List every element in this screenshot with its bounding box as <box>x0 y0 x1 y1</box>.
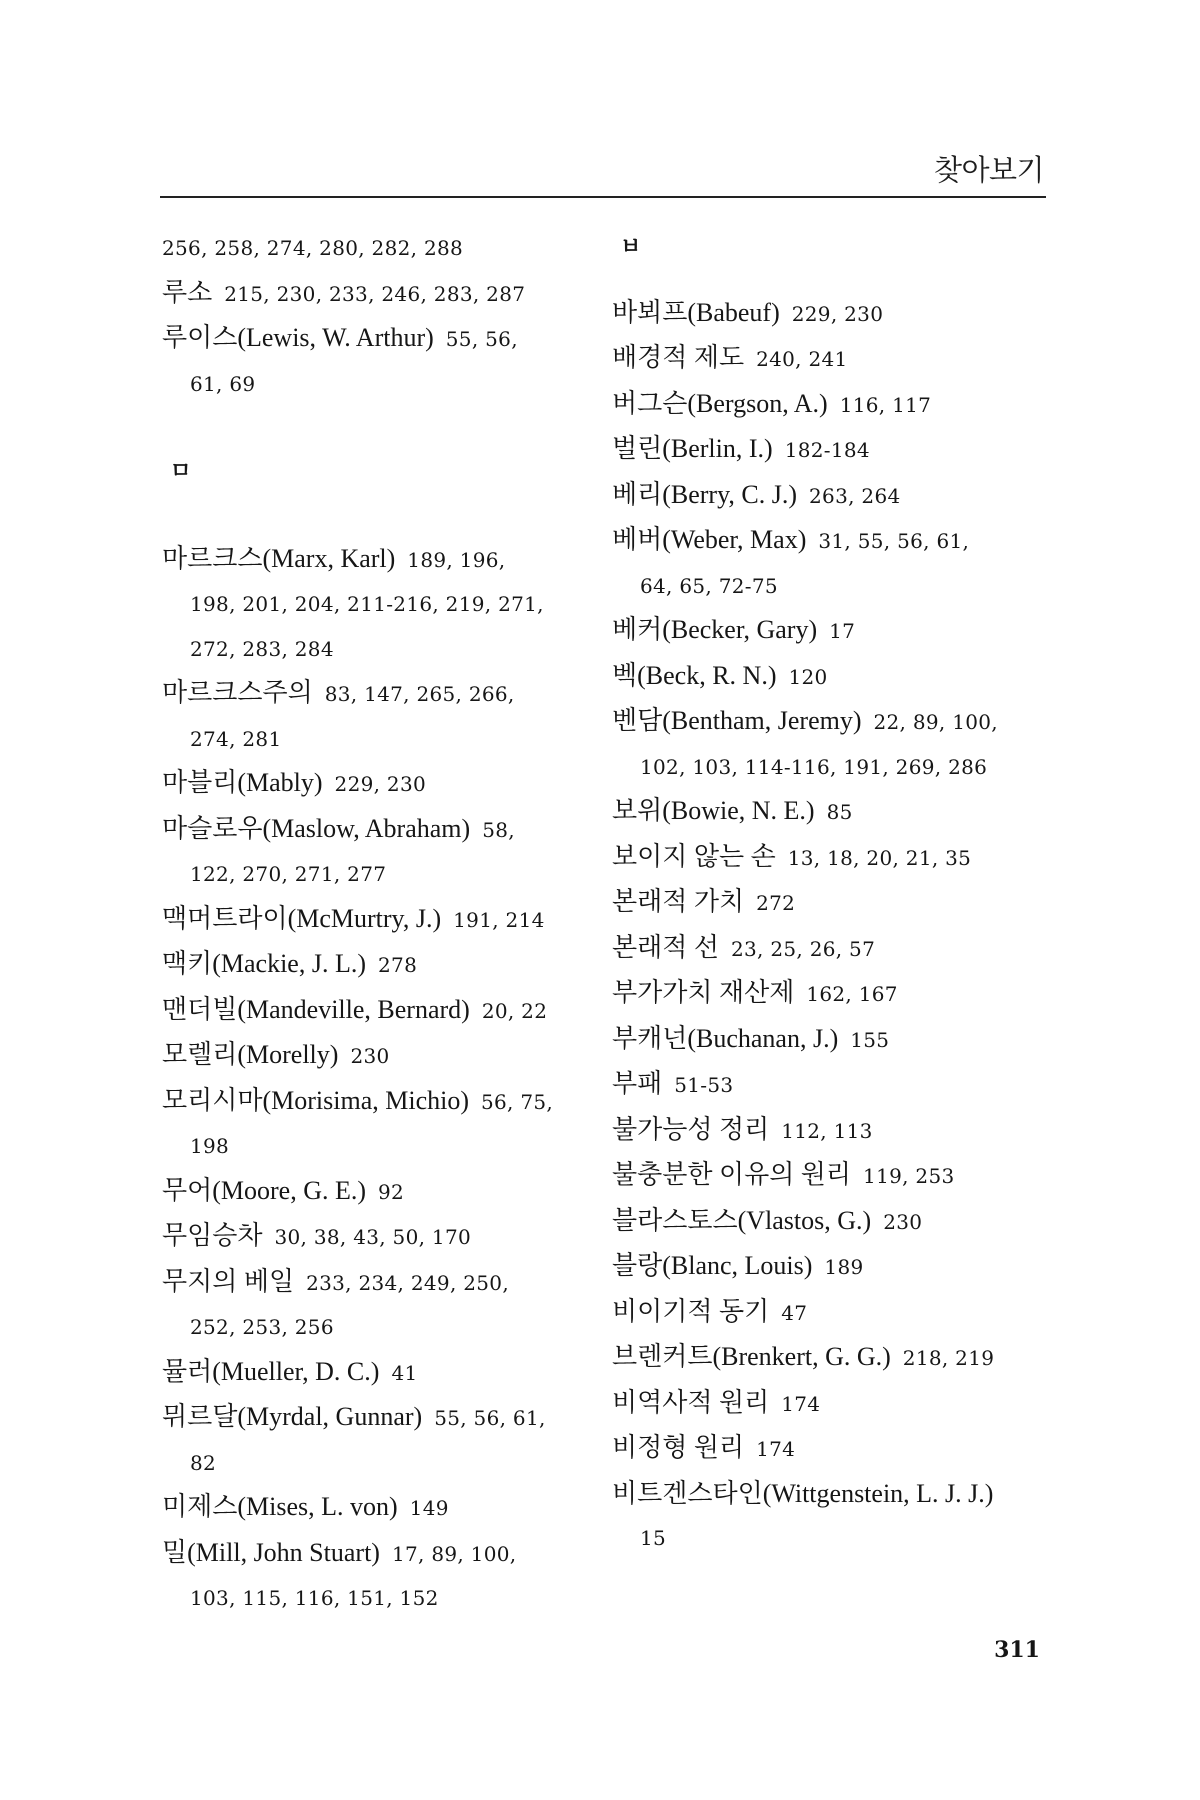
index-entry-line <box>612 473 1042 519</box>
index-entry <box>612 880 1042 926</box>
index-entry <box>612 1335 1042 1381</box>
index-term: 부가가치 재산제 <box>612 978 795 1007</box>
index-term: 벡(Beck, R. N.) <box>612 660 777 690</box>
index-entry <box>162 537 592 672</box>
index-entry-line <box>162 1169 592 1215</box>
index-entry <box>612 1108 1042 1154</box>
index-term: 벌린(Berlin, I.) <box>612 434 773 463</box>
index-entry-line <box>612 1335 1042 1381</box>
index-entry-line <box>612 1199 1042 1245</box>
index-pages: 92 <box>378 1179 405 1204</box>
index-entry <box>162 1033 592 1079</box>
index-entry-line <box>612 880 1042 926</box>
index-pages: 189 <box>824 1255 864 1279</box>
index-entry-line <box>612 699 1042 745</box>
index-pages: 112, 113 <box>781 1118 873 1143</box>
index-entry <box>162 1079 592 1169</box>
index-entry <box>612 291 1042 337</box>
index-pages: 274, 281 <box>190 726 282 751</box>
index-pages: 22, 89, 100, <box>873 710 998 734</box>
index-entry-line <box>162 807 592 853</box>
index-term: 불충분한 이유의 원리 <box>612 1160 852 1189</box>
index-pages: 198 <box>190 1134 230 1158</box>
index-entry-line <box>162 671 592 717</box>
section-letter-mieum: ㅁ <box>170 458 192 484</box>
index-term: 뮬러(Mueller, D. C.) <box>162 1356 380 1386</box>
index-term: 모리시마(Morisima, Michio) <box>162 1085 469 1115</box>
index-pages: 120 <box>788 664 828 689</box>
index-entry <box>612 1472 1042 1561</box>
index-pages: 182-184 <box>784 438 870 462</box>
section-letter-bieup: ㅂ <box>620 235 642 260</box>
index-entry-line <box>162 537 592 583</box>
index-entry-line <box>162 1531 592 1577</box>
index-term: 마슬로우(Maslow, Abraham) <box>162 813 471 843</box>
index-term: 마블리(Mably) <box>162 768 323 797</box>
index-entry-line <box>612 1108 1042 1154</box>
index-pages: 51-53 <box>674 1073 734 1097</box>
index-pages: 64, 65, 72-75 <box>640 573 778 598</box>
index-entry <box>612 926 1042 972</box>
index-pages-continued <box>612 745 1042 790</box>
index-term: 벤담(Bentham, Jeremy) <box>612 706 862 735</box>
index-entry <box>612 1290 1042 1336</box>
index-pages: 278 <box>378 953 418 977</box>
index-entry <box>162 1214 592 1260</box>
index-pages-continued <box>162 1305 592 1350</box>
index-pages: 17 <box>829 619 856 643</box>
index-entry-line <box>162 316 592 362</box>
index-pages-continued <box>162 852 592 897</box>
index-entry <box>612 1199 1042 1245</box>
index-pages: 218, 219 <box>902 1346 995 1370</box>
index-term: 비트겐스타인(Wittgenstein, L. J. J.) <box>612 1478 994 1508</box>
index-term: 바뵈프(Babeuf) <box>612 297 780 327</box>
index-term: 보위(Bowie, N. E.) <box>612 796 815 825</box>
index-pages: 252, 253, 256 <box>190 1315 334 1339</box>
index-entry-line <box>162 1485 592 1531</box>
page-number: 311 <box>994 1637 1040 1663</box>
index-pages: 174 <box>756 1437 796 1461</box>
index-entry <box>612 382 1042 428</box>
index-column-right <box>612 226 1042 1561</box>
index-entry <box>612 1426 1042 1472</box>
index-term: 무지의 베일 <box>162 1266 295 1296</box>
index-entry-line <box>612 1244 1042 1290</box>
index-term: 블랑(Blanc, Louis) <box>612 1251 813 1280</box>
index-entry <box>162 1395 592 1485</box>
index-pages-continued <box>162 1124 592 1169</box>
index-term: 비정형 원리 <box>612 1433 745 1462</box>
index-entry <box>162 316 592 406</box>
index-entry <box>612 1381 1042 1427</box>
index-entry <box>162 942 592 988</box>
index-entry <box>612 1244 1042 1290</box>
index-entry-line <box>162 271 592 317</box>
index-pages: 162, 167 <box>806 982 898 1006</box>
index-column-left <box>162 226 592 1621</box>
index-term: 비이기적 동기 <box>612 1296 770 1326</box>
index-entry-line <box>612 1062 1042 1108</box>
index-pages-continued <box>162 1441 592 1486</box>
index-pages: 233, 234, 249, 250, <box>306 1270 509 1295</box>
index-pages: 85 <box>826 800 853 824</box>
continuation-pages: 256, 258, 274, 280, 282, 288 <box>162 236 464 260</box>
index-pages: 149 <box>409 1496 449 1520</box>
index-term: 마르크스(Marx, Karl) <box>162 543 396 573</box>
index-term: 블라스토스(Vlastos, G.) <box>612 1205 872 1235</box>
index-entry-line <box>612 654 1042 700</box>
section-gap <box>612 270 1042 291</box>
index-term: 맨더빌(Mandeville, Bernard) <box>162 994 470 1024</box>
index-entry-line <box>162 1214 592 1260</box>
index-term: 맥키(Mackie, J. L.) <box>162 949 367 978</box>
index-entry <box>612 789 1042 835</box>
index-pages: 198, 201, 204, 211-216, 219, 271, <box>190 592 544 616</box>
index-term: 버그슨(Bergson, A.) <box>612 388 828 418</box>
index-entry-line <box>162 1260 592 1306</box>
index-entry <box>612 1153 1042 1199</box>
index-entry <box>162 897 592 943</box>
index-entry <box>612 971 1042 1017</box>
index-entry-line <box>162 1079 592 1125</box>
index-pages: 31, 55, 56, 61, <box>818 529 970 553</box>
index-pages-continued <box>162 362 592 407</box>
index-entry <box>612 699 1042 789</box>
index-entry-line <box>612 1153 1042 1199</box>
index-entry <box>162 1260 592 1350</box>
index-pages: 240, 241 <box>756 347 848 371</box>
index-entry <box>612 835 1042 881</box>
index-entry-line <box>612 427 1042 473</box>
index-entry-line <box>162 1033 592 1079</box>
index-term: 베커(Becker, Gary) <box>612 615 818 644</box>
index-term: 불가능성 정리 <box>612 1114 770 1144</box>
index-entry <box>612 336 1042 382</box>
index-term: 베버(Weber, Max) <box>612 525 807 554</box>
index-entry-line <box>612 382 1042 428</box>
index-pages: 58, <box>482 817 515 842</box>
index-entry-line <box>612 926 1042 972</box>
index-pages: 17, 89, 100, <box>391 1541 517 1566</box>
index-pages: 263, 264 <box>809 483 901 508</box>
index-pages: 20, 22 <box>481 998 548 1023</box>
index-entry-line <box>612 291 1042 337</box>
index-entry <box>612 473 1042 519</box>
index-entry-line <box>612 1472 1042 1517</box>
index-entry <box>612 608 1042 654</box>
index-entry <box>162 761 592 807</box>
index-term: 부캐넌(Buchanan, J.) <box>612 1023 839 1053</box>
index-term: 맥머트라이(McMurtry, J.) <box>162 903 442 933</box>
index-pages-continued <box>162 717 592 762</box>
index-pages: 229, 230 <box>791 301 884 326</box>
index-entry <box>162 271 592 317</box>
index-entry-line <box>162 988 592 1034</box>
index-term: 루소 <box>162 277 213 307</box>
index-pages: 61, 69 <box>190 371 256 396</box>
index-term: 부패 <box>612 1069 663 1098</box>
index-term: 무어(Moore, G. E.) <box>162 1175 367 1205</box>
header-rule <box>160 196 1046 198</box>
index-entry-line <box>612 835 1042 881</box>
index-pages: 122, 270, 271, 277 <box>190 862 387 886</box>
index-pages: 229, 230 <box>334 772 427 796</box>
index-pages: 230 <box>883 1209 923 1234</box>
index-pages: 83, 147, 265, 266, <box>324 682 515 706</box>
index-entry <box>612 1017 1042 1063</box>
index-entry-line <box>612 1290 1042 1336</box>
index-pages: 15 <box>640 1526 667 1550</box>
index-entry-line <box>612 1017 1042 1063</box>
index-term: 본래적 가치 <box>612 887 745 916</box>
index-entry <box>612 1062 1042 1108</box>
index-entry-line <box>162 1350 592 1396</box>
index-term: 마르크스주의 <box>162 678 313 707</box>
index-pages-continued <box>162 582 592 627</box>
index-term: 뮈르달(Myrdal, Gunnar) <box>162 1402 423 1431</box>
index-entry <box>612 518 1042 608</box>
running-header-title: 찾아보기 <box>933 153 1044 187</box>
index-term: 베리(Berry, C. J.) <box>612 479 798 509</box>
index-entry-line <box>612 608 1042 654</box>
index-term: 보이지 않는 손 <box>612 841 776 871</box>
index-entry <box>612 654 1042 700</box>
index-entry-line <box>162 761 592 807</box>
index-pages-continued <box>162 1576 592 1621</box>
index-pages: 189, 196, <box>407 547 506 572</box>
index-entry <box>612 427 1042 473</box>
index-entry <box>162 988 592 1034</box>
index-pages: 119, 253 <box>863 1164 955 1188</box>
index-pages: 41 <box>391 1360 418 1385</box>
index-pages: 13, 18, 20, 21, 35 <box>787 845 972 870</box>
index-pages: 116, 117 <box>839 392 932 417</box>
index-entry-line <box>612 518 1042 564</box>
index-entry <box>162 1350 592 1396</box>
index-pages: 174 <box>781 1391 821 1416</box>
index-entry <box>162 671 592 761</box>
index-pages: 215, 230, 233, 246, 283, 287 <box>224 281 526 306</box>
index-entry <box>162 1169 592 1215</box>
index-pages: 55, 56, <box>445 327 518 351</box>
index-entry-line <box>162 942 592 988</box>
index-entry-line <box>162 1395 592 1441</box>
index-pages: 102, 103, 114-116, 191, 269, 286 <box>640 754 988 779</box>
index-pages-continued <box>162 627 592 672</box>
index-term: 무임승차 <box>162 1221 263 1250</box>
index-term: 모렐리(Morelly) <box>162 1040 339 1069</box>
index-entry-line <box>612 336 1042 382</box>
index-entry <box>162 807 592 897</box>
index-entry <box>162 1531 592 1621</box>
index-term: 브렌커트(Brenkert, G. G.) <box>612 1342 891 1371</box>
index-entry-line <box>162 897 592 943</box>
index-pages: 230 <box>350 1044 390 1068</box>
index-entry-line <box>612 1381 1042 1427</box>
index-term: 배경적 제도 <box>612 343 745 372</box>
index-pages: 155 <box>850 1027 890 1052</box>
index-continuation <box>162 226 592 271</box>
index-term: 미제스(Mises, L. von) <box>162 1492 398 1521</box>
index-pages: 191, 214 <box>453 907 545 932</box>
index-term: 비역사적 원리 <box>612 1387 770 1417</box>
index-entry-line <box>612 789 1042 835</box>
index-pages: 55, 56, 61, <box>434 1406 546 1430</box>
index-pages: 47 <box>781 1300 808 1325</box>
index-entry <box>162 1485 592 1531</box>
section-gap <box>162 406 592 450</box>
index-pages: 30, 38, 43, 50, 170 <box>274 1225 471 1249</box>
index-term: 루이스(Lewis, W. Arthur) <box>162 323 434 352</box>
section-gap <box>162 493 592 537</box>
index-pages: 103, 115, 116, 151, 152 <box>190 1586 439 1610</box>
index-pages: 56, 75, <box>481 1089 554 1114</box>
index-pages-continued <box>612 1516 1042 1561</box>
index-pages: 82 <box>190 1450 217 1475</box>
index-term: 밀(Mill, John Stuart) <box>162 1537 380 1567</box>
index-entry-line <box>612 971 1042 1017</box>
index-term: 본래적 선 <box>612 932 719 962</box>
index-pages-continued <box>612 564 1042 609</box>
index-entry-line <box>612 1426 1042 1472</box>
index-pages: 272, 283, 284 <box>190 636 334 661</box>
index-pages: 23, 25, 26, 57 <box>730 936 876 961</box>
index-pages: 272 <box>756 891 796 915</box>
